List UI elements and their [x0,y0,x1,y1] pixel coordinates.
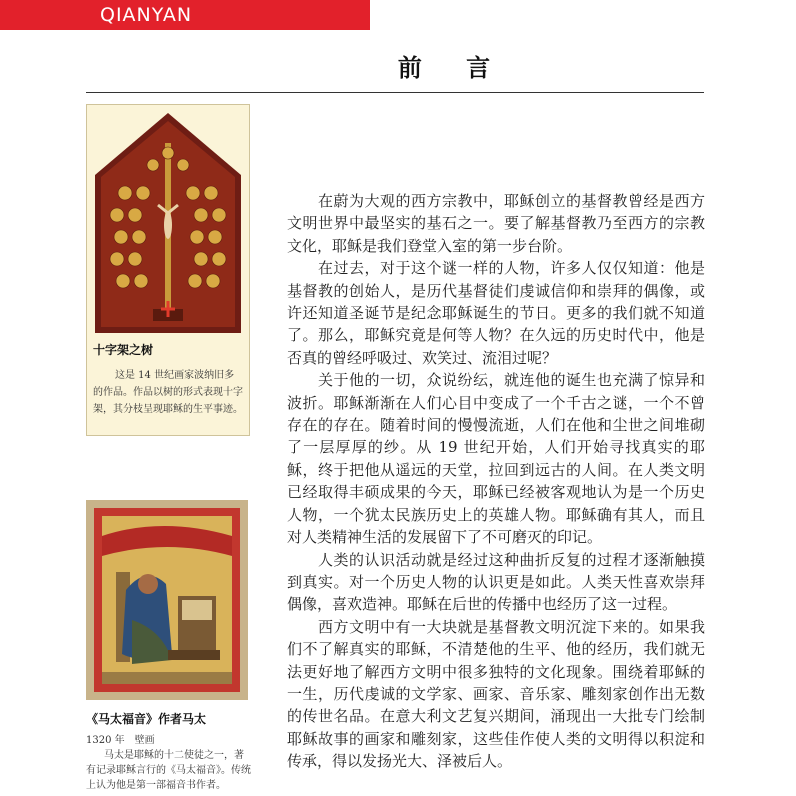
figure2-title: 《马太福音》作者马太 [86,712,207,726]
figure1-description: 这是 14 世纪画家波纳旧多的作品。作品以树的形式表现十字架，其分枝呈现耶稣的生平事迹。 [93,370,243,415]
paragraph: 人类的认识活动就是经过这种曲折反复的过程才逐渐触摸到真实。对一个历史人物的认识更是如此。人类天性喜欢崇拜偶像，喜欢造神。耶稣在后世的传播中也经历了这一过程。 [287,550,705,614]
preface-body [287,190,705,773]
page-title: 前 言 [397,53,509,82]
figure1-panel [86,104,250,436]
brand-label: QIANYAN [100,4,193,26]
title-divider [86,92,704,93]
figure2-description: 马太是耶稣的十二使徒之一，著有记录耶稣言行的《马太福音》。传统上认为他是第一部福音书作者。 [86,750,251,791]
figure2-year: 1320 年 壁画 [86,735,155,746]
tree-of-cross-painting [95,113,241,333]
paragraph: 关于他的一切，众说纷纭，就连他的诞生也充满了惊异和波折。耶稣渐渐在人们心目中变成了一个千古之谜，一个不曾存在的存在。随着时间的慢慢流逝，人们在他和尘世之间堆砌了一层厚厚的纱。从 19 世纪开始，人们开始寻找真实的耶稣，终于把他从遥远的天堂，拉回到远古的人间。在人类文明已经取得丰硕成果的今天，耶稣已经被客观地认为是一个历史人物，一个犹太民族历史上的英雄人物。耶稣确有其人，而且对人类精神生活的发展留下了不可磨灭的印记。 [287,371,705,547]
paragraph: 在蔚为大观的西方宗教中，耶稣创立的基督教曾经是西方文明世界中最坚实的基石之一。要了解基督教乃至西方的宗教文化，耶稣是我们登堂入室的第一步台阶。 [287,192,705,255]
paragraph: 在过去，对于这个谜一样的人物，许多人仅仅知道：他是基督教的创始人，是历代基督徒们虔诚信仰和崇拜的偶像，或许还知道圣诞节是纪念耶稣诞生的节日。更多的我们就不知道了。那么，耶稣究竟是何等人物？在久远的历史时代中，他是否真的曾经呼吸过、欢笑过、流泪过呢？ [287,259,705,367]
figure1-title: 十字架之树 [93,343,154,357]
paragraph: 西方文明中有一大块就是基督教文明沉淀下来的。如果我们不了解真实的耶稣，不清楚他的生平、他的经历，我们就无法更好地了解西方文明中很多独特的文化现象。围绕着耶稣的一生，历代虔诚的文学家、画家、音乐家、雕刻家创作出无数的传世名品。在意大利文艺复兴期间，涌现出一大批专门绘制耶稣故事的画家和雕刻家，这些佳作使人类的文明得以积淀和传承，得以发扬光大、泽被后人。 [287,617,705,771]
matthew-manuscript-painting [86,500,248,700]
